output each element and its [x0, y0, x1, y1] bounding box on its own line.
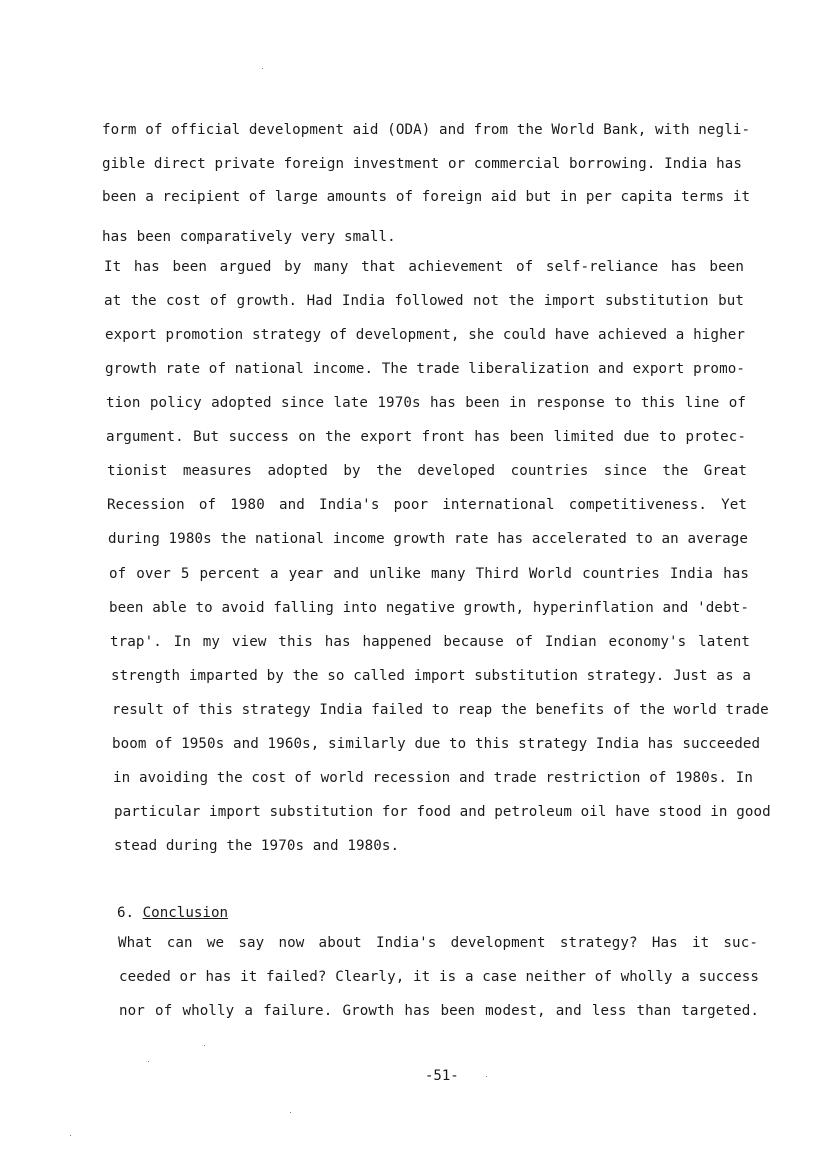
scan-speck — [70, 1135, 71, 1136]
paragraph-line: particular import substitution for food and petroleum oil have stood in good — [114, 804, 771, 820]
scan-speck — [262, 68, 263, 69]
paragraph-line: growth rate of national income. The trade liberalization and export promo- — [105, 361, 745, 377]
paragraph-line: ceeded or has it failed? Clearly, it is a case neither of wholly a success — [119, 969, 759, 985]
paragraph-line: result of this strategy India failed to reap the benefits of the world trade — [112, 702, 769, 718]
paragraph-line: boom of 1950s and 1960s, similarly due to this strategy India has succeeded — [112, 736, 761, 752]
paragraph-line: nor of wholly a failure. Growth has been modest, and less than targeted. — [119, 1003, 759, 1019]
paragraph-line: of over 5 percent a year and unlike many Third World countries India has — [109, 566, 749, 582]
paragraph-line: been a recipient of large amounts of foreign aid but in per capita terms it — [102, 189, 751, 205]
scan-speck — [290, 1112, 291, 1113]
paragraph-line: gible direct private foreign investment or commercial borrowing. India has — [102, 156, 742, 172]
paragraph-line: form of official development aid (ODA) and from the World Bank, with negli- — [102, 122, 751, 138]
paragraph-line: during 1980s the national income growth rate has accelerated to an average — [108, 531, 748, 547]
scan-speck — [486, 1076, 487, 1077]
paragraph-line: tionist measures adopted by the developed countries since the Great — [107, 463, 747, 479]
scan-speck — [204, 1045, 205, 1046]
section-heading — [117, 904, 228, 922]
paragraph-line: Recession of 1980 and India's poor international competitiveness. Yet — [107, 497, 747, 513]
paragraph-line: export promotion strategy of development, she could have achieved a higher — [105, 327, 745, 343]
paragraph-line: has been comparatively very small. — [102, 229, 396, 245]
paragraph-line: strength imparted by the so called import substitution strategy. Just as a — [111, 668, 751, 684]
paragraph-line: been able to avoid falling into negative growth, hyperinflation and 'debt- — [109, 600, 749, 616]
paragraph-line: It has been argued by many that achievement of self-reliance has been — [104, 259, 744, 275]
paragraph-line: in avoiding the cost of world recession and trade restriction of 1980s. In — [113, 770, 753, 786]
paragraph-line: What can we say now about India's development strategy? Has it suc- — [118, 935, 758, 951]
scan-speck — [148, 1061, 149, 1062]
paragraph-line: argument. But success on the export front has been limited due to protec- — [106, 429, 746, 445]
paragraph-line: stead during the 1970s and 1980s. — [114, 838, 400, 854]
section-title: Conclusion — [142, 905, 229, 921]
paragraph-line: tion policy adopted since late 1970s has been in response to this line of — [106, 395, 746, 411]
page-number: -51- — [425, 1068, 459, 1084]
paragraph-line: trap'. In my view this has happened because of Indian economy's latent — [110, 634, 750, 650]
paragraph-line: at the cost of growth. Had India followed not the import substitution but — [104, 293, 744, 309]
section-number: 6. — [117, 905, 135, 921]
